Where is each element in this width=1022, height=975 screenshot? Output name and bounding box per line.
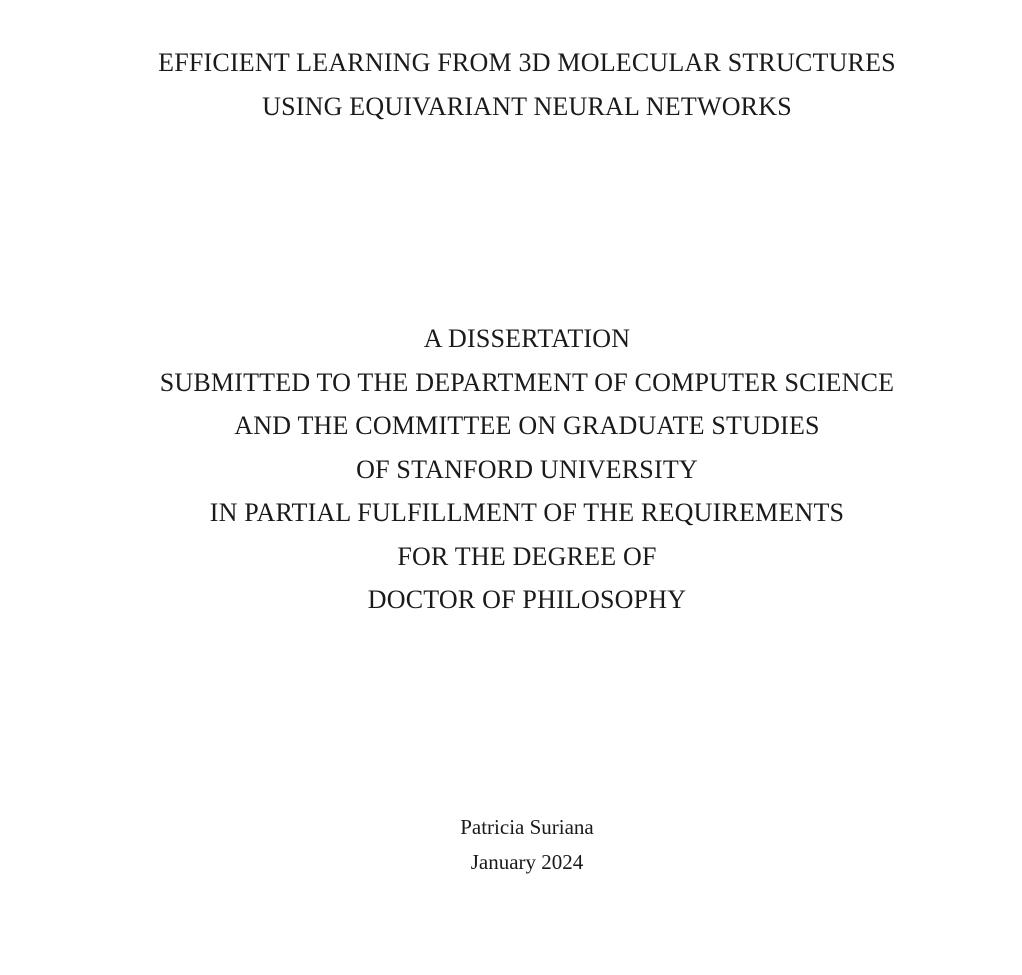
thesis-title-line-1: EFFICIENT LEARNING FROM 3D MOLECULAR STRUCTURES <box>158 48 896 77</box>
submission-date: January 2024 <box>470 850 584 874</box>
dissertation-line-7: DOCTOR OF PHILOSOPHY <box>367 585 687 614</box>
dissertation-line-5: IN PARTIAL FULFILLMENT OF THE REQUIREMENTS <box>209 498 845 527</box>
dissertation-line-6: FOR THE DEGREE OF <box>397 542 657 571</box>
dissertation-line-1: A DISSERTATION <box>423 324 631 353</box>
author-name: Patricia Suriana <box>460 815 594 839</box>
thesis-title-line-2: USING EQUIVARIANT NEURAL NETWORKS <box>262 92 792 121</box>
dissertation-line-4: OF STANFORD UNIVERSITY <box>356 455 698 484</box>
dissertation-line-3: AND THE COMMITTEE ON GRADUATE STUDIES <box>234 411 820 440</box>
dissertation-line-2: SUBMITTED TO THE DEPARTMENT OF COMPUTER SCIENCE <box>159 368 895 397</box>
